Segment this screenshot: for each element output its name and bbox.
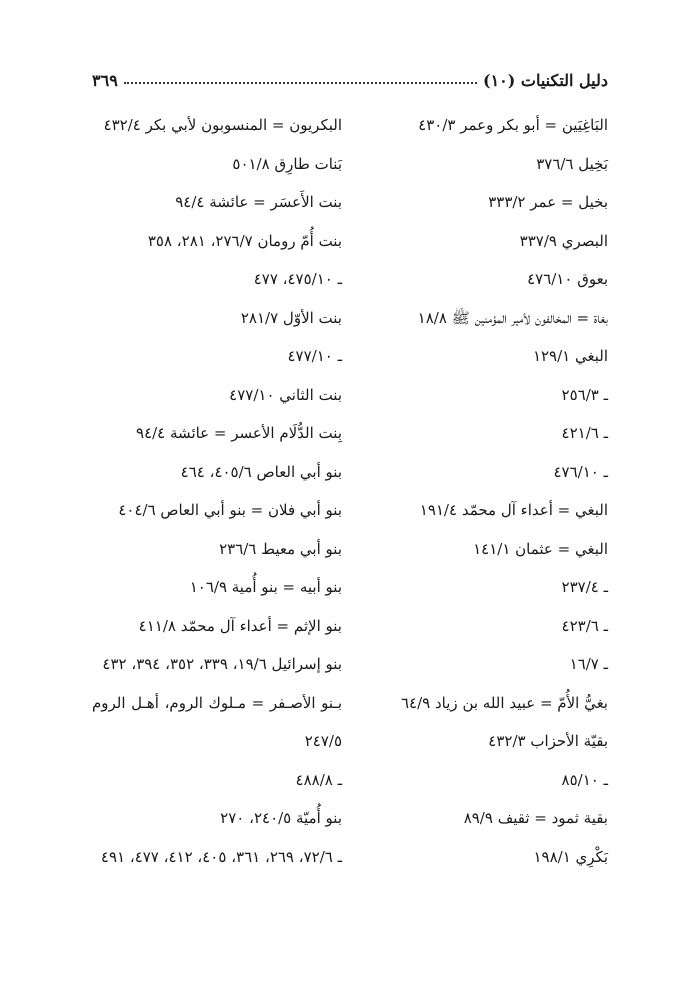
index-entry: ـ ٤٧٧/١٠ [287,347,342,365]
index-entry: بنو أبي فلان = بنو أبي العاص ٤٠٤/٦ [118,501,342,519]
index-entry: البغي = عثمان ١٤١/١ [473,539,608,558]
index-entry: بنت الأوّل ٢٨١/٧ [240,308,342,327]
index-column-right [358,112,608,882]
index-entry: بقية ثمود = ثقيف ٨٩/٩ [463,809,608,827]
header-dot-leader [124,81,477,84]
index-entry: ـ ٤٨٨/٨ [295,770,342,789]
index-entry: البصري ٣٣٧/٩ [519,231,608,250]
index-entry: بَنات طارِق ٥٠١/٨ [232,154,342,173]
index-entry: بنت الثاني ٤٧٧/١٠ [229,385,342,404]
index-entry: بنو إسرائيل ١٩/٦، ٣٣٩، ٣٥٢، ٣٩٤، ٤٣٢ [102,655,342,673]
index-entry: البكريون = المنسوبون لأبي بكر ٤٣٢/٤ [103,116,342,134]
index-entry: بنت أُمّ رومان ٢٧٦/٧، ٢٨١، ٣٥٨ [147,231,342,250]
running-header [92,60,608,90]
index-entry: بِنت الدُّلَام الأعسر = عائشة ٩٤/٤ [136,424,342,442]
index-entry: ـ ٤٧٥/١٠، ٤٧٧ [253,270,342,288]
index-entry: بـنو الأصـفر = مـلوك الروم، أهـل الروم [92,693,342,712]
index-entry: بنو أبي معيط ٢٣٦/٦ [219,539,342,558]
index-entry: ـ ١٦/٧ [569,655,608,673]
index-entry: بقيّة الأحزاب ٤٣٢/٣ [488,732,608,750]
index-entry-continuation: ٢٤٧/٥ [304,732,342,750]
index-entry: ـ ٢٣٧/٤ [561,578,608,596]
index-entry: البغي ١٢٩/١ [532,347,608,365]
index-entry: بخيل = عمر ٣٣٣/٢ [488,193,608,211]
index-entry: بنو أبيه = بنو أُمية ١٠٦/٩ [189,578,342,596]
index-entry: ـ ٢٥٦/٣ [561,385,608,404]
index-entry: ـ ٧٢/٦، ٢٦٩، ٣٦١، ٤٠٥، ٤١٢، ٤٧٧، ٤٩١ [100,847,342,866]
index-entry: ـ ٨٥/١٠ [561,770,608,789]
index-entry: بنو أبي العاص ٤٠٥/٦، ٤٦٤ [180,462,342,481]
index-entry: البغي = أعداء آل محمّد ١٩١/٤ [419,501,608,519]
page-number: ٣٦٩ [92,71,118,90]
index-entry: ـ ٤٢١/٦ [561,424,608,442]
index-entry: بغاة = المخالفون لأمير المؤمنين ﷺ ١٨/٨ [417,308,608,327]
index-entry: بنو أُميّة ٢٤٠/٥، ٢٧٠ [220,809,342,827]
index-entry: بنو الإثم = أعداء آل محمّد ٤١١/٨ [138,616,342,635]
header-title: دليل التكنيات (١٠) [483,71,608,90]
index-entry: ـ ٤٧٦/١٠ [553,462,608,481]
index-entry: بعوق ٤٧٦/١٠ [527,270,608,288]
index-entry: البَاغِيَين = أبو بكر وعمر ٤٣٠/٣ [418,116,608,134]
index-entry: بغيُّ الأُمّ = عبيد الله بن زياد ٦٤/٩ [401,693,608,712]
index-entry: بَكْرِي ١٩٨/١ [533,847,608,866]
index-entry: بنت الأَعسَر = عائشة ٩٤/٤ [175,193,342,211]
index-entry: بَخِيل ٣٧٦/٦ [536,154,608,173]
index-column-left [92,112,342,882]
index-entry: ـ ٤٢٣/٦ [561,616,608,635]
